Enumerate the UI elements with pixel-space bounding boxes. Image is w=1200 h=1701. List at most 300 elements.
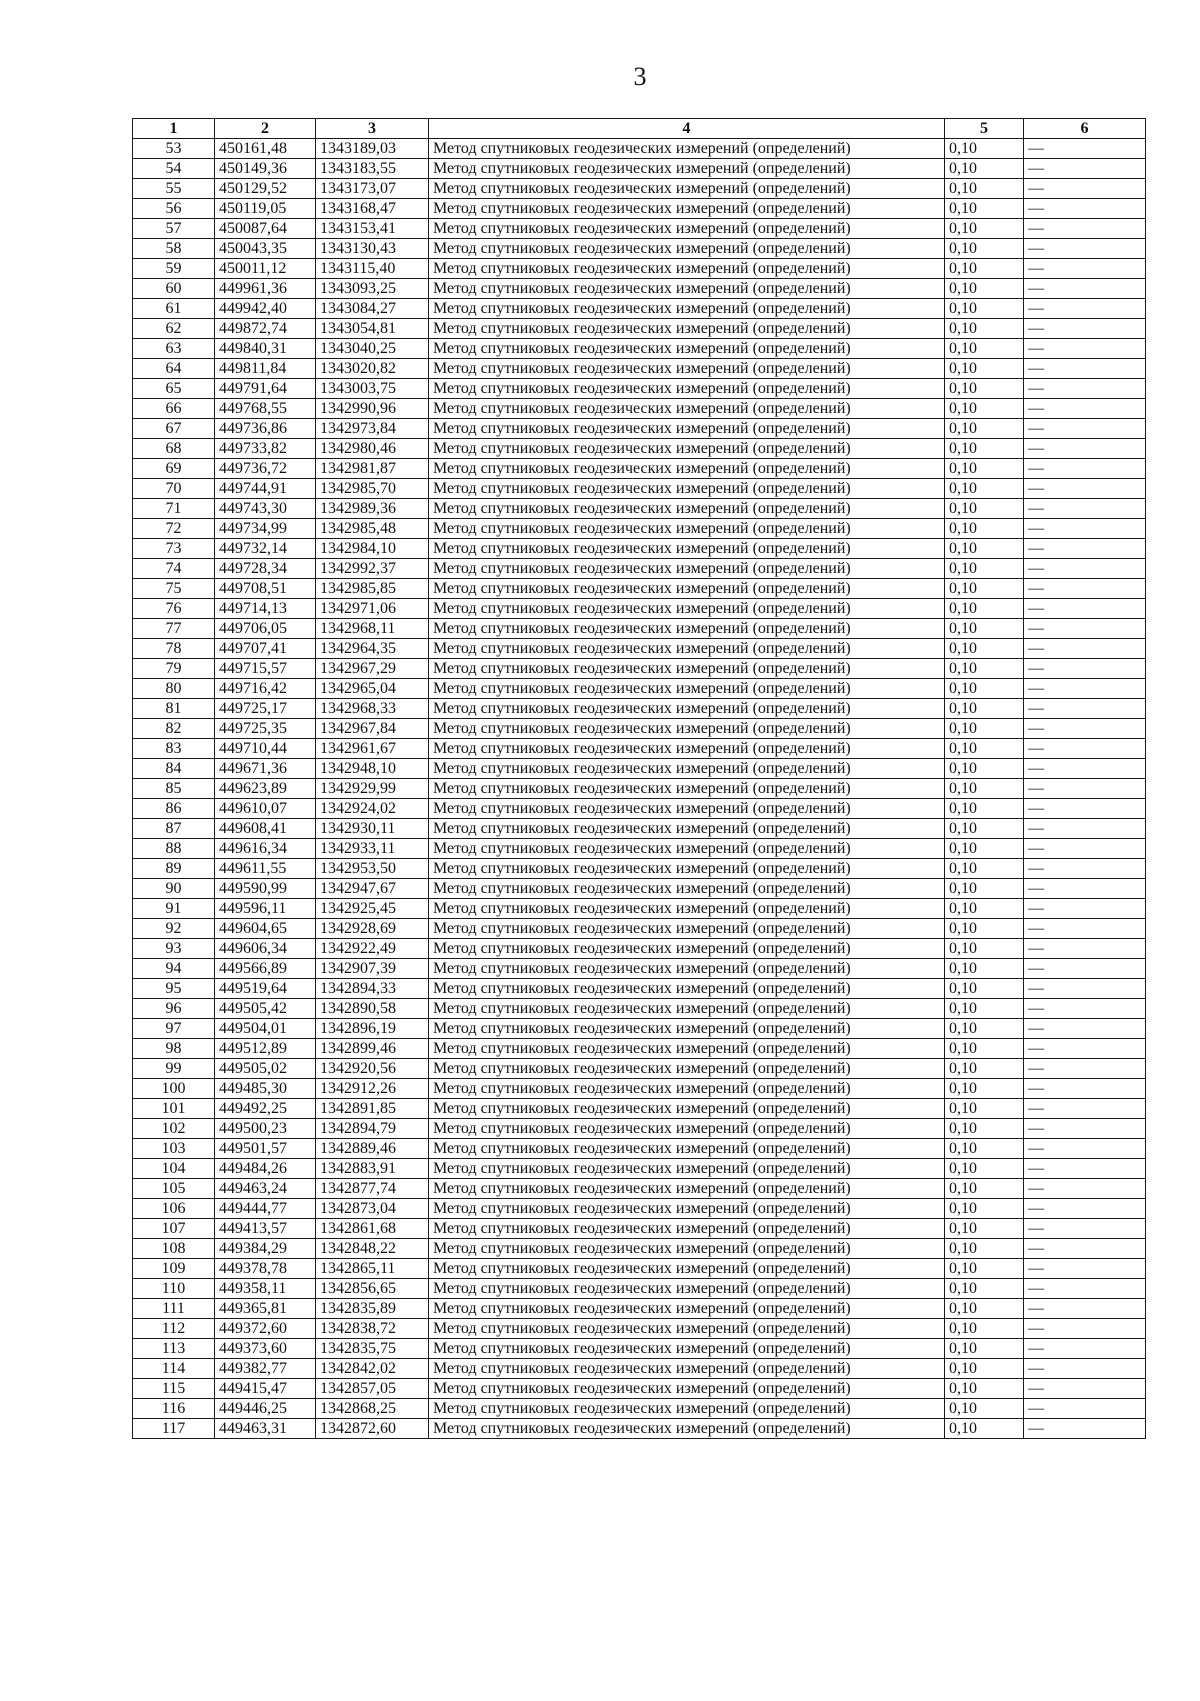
description-cell: — <box>1024 1279 1146 1299</box>
y-coordinate-cell: 1342971,06 <box>316 599 429 619</box>
method-cell: Метод спутниковых геодезических измерений (определений) <box>429 779 945 799</box>
x-coordinate-cell: 449734,99 <box>215 519 316 539</box>
coordinates-table <box>132 118 1146 1439</box>
point-number-cell: 57 <box>133 219 215 239</box>
point-number-cell: 110 <box>133 1279 215 1299</box>
table-row <box>133 1239 1146 1259</box>
method-cell: Метод спутниковых геодезических измерений (определений) <box>429 519 945 539</box>
table-row <box>133 1379 1146 1399</box>
x-coordinate-cell: 449500,23 <box>215 1119 316 1139</box>
description-cell: — <box>1024 139 1146 159</box>
table-row <box>133 939 1146 959</box>
y-coordinate-cell: 1343040,25 <box>316 339 429 359</box>
accuracy-cell: 0,10 <box>945 1119 1024 1139</box>
description-cell: — <box>1024 1079 1146 1099</box>
x-coordinate-cell: 449519,64 <box>215 979 316 999</box>
table-row <box>133 479 1146 499</box>
table-row <box>133 1259 1146 1279</box>
x-coordinate-cell: 449373,60 <box>215 1339 316 1359</box>
x-coordinate-cell: 449811,84 <box>215 359 316 379</box>
point-number-cell: 98 <box>133 1039 215 1059</box>
x-coordinate-cell: 449505,42 <box>215 999 316 1019</box>
y-coordinate-cell: 1342922,49 <box>316 939 429 959</box>
accuracy-cell: 0,10 <box>945 459 1024 479</box>
point-number-cell: 76 <box>133 599 215 619</box>
description-cell: — <box>1024 459 1146 479</box>
x-coordinate-cell: 449415,47 <box>215 1379 316 1399</box>
method-cell: Метод спутниковых геодезических измерений (определений) <box>429 279 945 299</box>
accuracy-cell: 0,10 <box>945 879 1024 899</box>
x-coordinate-cell: 449961,36 <box>215 279 316 299</box>
accuracy-cell: 0,10 <box>945 239 1024 259</box>
point-number-cell: 94 <box>133 959 215 979</box>
table-row <box>133 1179 1146 1199</box>
method-cell: Метод спутниковых геодезических измерений (определений) <box>429 659 945 679</box>
table-row <box>133 1319 1146 1339</box>
x-coordinate-cell: 449744,91 <box>215 479 316 499</box>
accuracy-cell: 0,10 <box>945 379 1024 399</box>
description-cell: — <box>1024 359 1146 379</box>
description-cell: — <box>1024 639 1146 659</box>
point-number-cell: 104 <box>133 1159 215 1179</box>
method-cell: Метод спутниковых геодезических измерений (определений) <box>429 339 945 359</box>
description-cell: — <box>1024 1319 1146 1339</box>
point-number-cell: 64 <box>133 359 215 379</box>
y-coordinate-cell: 1343153,41 <box>316 219 429 239</box>
method-cell: Метод спутниковых геодезических измерений (определений) <box>429 639 945 659</box>
point-number-cell: 53 <box>133 139 215 159</box>
x-coordinate-cell: 449942,40 <box>215 299 316 319</box>
description-cell: — <box>1024 659 1146 679</box>
x-coordinate-cell: 449358,11 <box>215 1279 316 1299</box>
accuracy-cell: 0,10 <box>945 1259 1024 1279</box>
x-coordinate-cell: 449768,55 <box>215 399 316 419</box>
y-coordinate-cell: 1343173,07 <box>316 179 429 199</box>
y-coordinate-cell: 1342857,05 <box>316 1379 429 1399</box>
accuracy-cell: 0,10 <box>945 1419 1024 1439</box>
x-coordinate-cell: 449501,57 <box>215 1139 316 1159</box>
description-cell: — <box>1024 1339 1146 1359</box>
method-cell: Метод спутниковых геодезических измерений (определений) <box>429 679 945 699</box>
description-cell: — <box>1024 779 1146 799</box>
point-number-cell: 114 <box>133 1359 215 1379</box>
method-cell: Метод спутниковых геодезических измерений (определений) <box>429 1099 945 1119</box>
accuracy-cell: 0,10 <box>945 1199 1024 1219</box>
method-cell: Метод спутниковых геодезических измерений (определений) <box>429 1019 945 1039</box>
method-cell: Метод спутниковых геодезических измерений (определений) <box>429 819 945 839</box>
x-coordinate-cell: 450161,48 <box>215 139 316 159</box>
table-row <box>133 1079 1146 1099</box>
table-row <box>133 599 1146 619</box>
point-number-cell: 60 <box>133 279 215 299</box>
method-cell: Метод спутниковых геодезических измерений (определений) <box>429 1259 945 1279</box>
table-row <box>133 619 1146 639</box>
method-cell: Метод спутниковых геодезических измерений (определений) <box>429 199 945 219</box>
table-row <box>133 459 1146 479</box>
description-cell: — <box>1024 399 1146 419</box>
point-number-cell: 112 <box>133 1319 215 1339</box>
method-cell: Метод спутниковых геодезических измерений (определений) <box>429 939 945 959</box>
table-row <box>133 279 1146 299</box>
accuracy-cell: 0,10 <box>945 799 1024 819</box>
accuracy-cell: 0,10 <box>945 1039 1024 1059</box>
method-cell: Метод спутниковых геодезических измерений (определений) <box>429 1339 945 1359</box>
description-cell: — <box>1024 1419 1146 1439</box>
table-row <box>133 1039 1146 1059</box>
y-coordinate-cell: 1342835,75 <box>316 1339 429 1359</box>
x-coordinate-cell: 449505,02 <box>215 1059 316 1079</box>
description-cell: — <box>1024 259 1146 279</box>
point-number-cell: 54 <box>133 159 215 179</box>
y-coordinate-cell: 1343020,82 <box>316 359 429 379</box>
point-number-cell: 117 <box>133 1419 215 1439</box>
method-cell: Метод спутниковых геодезических измерений (определений) <box>429 739 945 759</box>
accuracy-cell: 0,10 <box>945 1159 1024 1179</box>
table-row <box>133 419 1146 439</box>
accuracy-cell: 0,10 <box>945 1219 1024 1239</box>
table-row <box>133 359 1146 379</box>
point-number-cell: 102 <box>133 1119 215 1139</box>
column-header: 1 <box>133 119 215 139</box>
description-cell: — <box>1024 959 1146 979</box>
table-row <box>133 299 1146 319</box>
point-number-cell: 107 <box>133 1219 215 1239</box>
accuracy-cell: 0,10 <box>945 599 1024 619</box>
y-coordinate-cell: 1343093,25 <box>316 279 429 299</box>
method-cell: Метод спутниковых геодезических измерений (определений) <box>429 1299 945 1319</box>
table-row <box>133 1219 1146 1239</box>
table-row <box>133 779 1146 799</box>
point-number-cell: 87 <box>133 819 215 839</box>
accuracy-cell: 0,10 <box>945 739 1024 759</box>
y-coordinate-cell: 1342890,58 <box>316 999 429 1019</box>
accuracy-cell: 0,10 <box>945 959 1024 979</box>
table-row <box>133 159 1146 179</box>
point-number-cell: 59 <box>133 259 215 279</box>
point-number-cell: 68 <box>133 439 215 459</box>
table-row <box>133 899 1146 919</box>
description-cell: — <box>1024 199 1146 219</box>
point-number-cell: 86 <box>133 799 215 819</box>
y-coordinate-cell: 1342984,10 <box>316 539 429 559</box>
x-coordinate-cell: 449707,41 <box>215 639 316 659</box>
y-coordinate-cell: 1342929,99 <box>316 779 429 799</box>
y-coordinate-cell: 1342985,85 <box>316 579 429 599</box>
accuracy-cell: 0,10 <box>945 819 1024 839</box>
y-coordinate-cell: 1342992,37 <box>316 559 429 579</box>
point-number-cell: 82 <box>133 719 215 739</box>
table-row <box>133 259 1146 279</box>
accuracy-cell: 0,10 <box>945 539 1024 559</box>
method-cell: Метод спутниковых геодезических измерений (определений) <box>429 859 945 879</box>
y-coordinate-cell: 1342899,46 <box>316 1039 429 1059</box>
description-cell: — <box>1024 419 1146 439</box>
accuracy-cell: 0,10 <box>945 679 1024 699</box>
accuracy-cell: 0,10 <box>945 919 1024 939</box>
x-coordinate-cell: 449378,78 <box>215 1259 316 1279</box>
method-cell: Метод спутниковых геодезических измерений (определений) <box>429 399 945 419</box>
x-coordinate-cell: 449492,25 <box>215 1099 316 1119</box>
accuracy-cell: 0,10 <box>945 1359 1024 1379</box>
table-row <box>133 1339 1146 1359</box>
method-cell: Метод спутниковых геодезических измерений (определений) <box>429 1059 945 1079</box>
description-cell: — <box>1024 279 1146 299</box>
y-coordinate-cell: 1342985,70 <box>316 479 429 499</box>
x-coordinate-cell: 450119,05 <box>215 199 316 219</box>
table-row <box>133 399 1146 419</box>
description-cell: — <box>1024 299 1146 319</box>
method-cell: Метод спутниковых геодезических измерений (определений) <box>429 1179 945 1199</box>
y-coordinate-cell: 1342989,36 <box>316 499 429 519</box>
x-coordinate-cell: 449512,89 <box>215 1039 316 1059</box>
description-cell: — <box>1024 1039 1146 1059</box>
table-row <box>133 959 1146 979</box>
method-cell: Метод спутниковых геодезических измерений (определений) <box>429 799 945 819</box>
table-row <box>133 979 1146 999</box>
description-cell: — <box>1024 839 1146 859</box>
y-coordinate-cell: 1342967,84 <box>316 719 429 739</box>
accuracy-cell: 0,10 <box>945 259 1024 279</box>
point-number-cell: 111 <box>133 1299 215 1319</box>
accuracy-cell: 0,10 <box>945 1379 1024 1399</box>
point-number-cell: 56 <box>133 199 215 219</box>
accuracy-cell: 0,10 <box>945 199 1024 219</box>
x-coordinate-cell: 449716,42 <box>215 679 316 699</box>
table-row <box>133 379 1146 399</box>
accuracy-cell: 0,10 <box>945 1059 1024 1079</box>
y-coordinate-cell: 1343054,81 <box>316 319 429 339</box>
point-number-cell: 71 <box>133 499 215 519</box>
point-number-cell: 69 <box>133 459 215 479</box>
table-row <box>133 719 1146 739</box>
accuracy-cell: 0,10 <box>945 759 1024 779</box>
description-cell: — <box>1024 699 1146 719</box>
method-cell: Метод спутниковых геодезических измерений (определений) <box>429 959 945 979</box>
accuracy-cell: 0,10 <box>945 339 1024 359</box>
description-cell: — <box>1024 919 1146 939</box>
description-cell: — <box>1024 759 1146 779</box>
table-row <box>133 539 1146 559</box>
point-number-cell: 92 <box>133 919 215 939</box>
y-coordinate-cell: 1342924,02 <box>316 799 429 819</box>
x-coordinate-cell: 449743,30 <box>215 499 316 519</box>
x-coordinate-cell: 449706,05 <box>215 619 316 639</box>
description-cell: — <box>1024 999 1146 1019</box>
point-number-cell: 96 <box>133 999 215 1019</box>
y-coordinate-cell: 1342865,11 <box>316 1259 429 1279</box>
description-cell: — <box>1024 679 1146 699</box>
y-coordinate-cell: 1343168,47 <box>316 199 429 219</box>
method-cell: Метод спутниковых геодезических измерений (определений) <box>429 1159 945 1179</box>
x-coordinate-cell: 450043,35 <box>215 239 316 259</box>
point-number-cell: 61 <box>133 299 215 319</box>
x-coordinate-cell: 450149,36 <box>215 159 316 179</box>
table-row <box>133 1359 1146 1379</box>
y-coordinate-cell: 1343189,03 <box>316 139 429 159</box>
y-coordinate-cell: 1342981,87 <box>316 459 429 479</box>
description-cell: — <box>1024 239 1146 259</box>
method-cell: Метод спутниковых геодезических измерений (определений) <box>429 619 945 639</box>
table-row <box>133 499 1146 519</box>
x-coordinate-cell: 449791,64 <box>215 379 316 399</box>
point-number-cell: 84 <box>133 759 215 779</box>
method-cell: Метод спутниковых геодезических измерений (определений) <box>429 599 945 619</box>
method-cell: Метод спутниковых геодезических измерений (определений) <box>429 259 945 279</box>
x-coordinate-cell: 449708,51 <box>215 579 316 599</box>
accuracy-cell: 0,10 <box>945 419 1024 439</box>
table-row <box>133 1059 1146 1079</box>
point-number-cell: 101 <box>133 1099 215 1119</box>
description-cell: — <box>1024 219 1146 239</box>
y-coordinate-cell: 1343115,40 <box>316 259 429 279</box>
point-number-cell: 75 <box>133 579 215 599</box>
method-cell: Метод спутниковых геодезических измерений (определений) <box>429 979 945 999</box>
point-number-cell: 58 <box>133 239 215 259</box>
x-coordinate-cell: 450087,64 <box>215 219 316 239</box>
method-cell: Метод спутниковых геодезических измерений (определений) <box>429 879 945 899</box>
table-row <box>133 879 1146 899</box>
accuracy-cell: 0,10 <box>945 1079 1024 1099</box>
accuracy-cell: 0,10 <box>945 1279 1024 1299</box>
description-cell: — <box>1024 1299 1146 1319</box>
description-cell: — <box>1024 1019 1146 1039</box>
table-row <box>133 1279 1146 1299</box>
description-cell: — <box>1024 599 1146 619</box>
description-cell: — <box>1024 1379 1146 1399</box>
x-coordinate-cell: 449590,99 <box>215 879 316 899</box>
description-cell: — <box>1024 1259 1146 1279</box>
point-number-cell: 70 <box>133 479 215 499</box>
description-cell: — <box>1024 179 1146 199</box>
description-cell: — <box>1024 939 1146 959</box>
point-number-cell: 109 <box>133 1259 215 1279</box>
y-coordinate-cell: 1342877,74 <box>316 1179 429 1199</box>
description-cell: — <box>1024 1219 1146 1239</box>
method-cell: Метод спутниковых геодезических измерений (определений) <box>429 479 945 499</box>
table-row <box>133 1119 1146 1139</box>
method-cell: Метод спутниковых геодезических измерений (определений) <box>429 139 945 159</box>
point-number-cell: 105 <box>133 1179 215 1199</box>
description-cell: — <box>1024 1359 1146 1379</box>
method-cell: Метод спутниковых геодезических измерений (определений) <box>429 1419 945 1439</box>
y-coordinate-cell: 1343130,43 <box>316 239 429 259</box>
description-cell: — <box>1024 719 1146 739</box>
accuracy-cell: 0,10 <box>945 479 1024 499</box>
accuracy-cell: 0,10 <box>945 1179 1024 1199</box>
point-number-cell: 77 <box>133 619 215 639</box>
y-coordinate-cell: 1342872,60 <box>316 1419 429 1439</box>
y-coordinate-cell: 1342868,25 <box>316 1399 429 1419</box>
point-number-cell: 81 <box>133 699 215 719</box>
x-coordinate-cell: 450011,12 <box>215 259 316 279</box>
x-coordinate-cell: 449596,11 <box>215 899 316 919</box>
table-row <box>133 799 1146 819</box>
accuracy-cell: 0,10 <box>945 499 1024 519</box>
accuracy-cell: 0,10 <box>945 279 1024 299</box>
method-cell: Метод спутниковых геодезических измерений (определений) <box>429 999 945 1019</box>
method-cell: Метод спутниковых геодезических измерений (определений) <box>429 1199 945 1219</box>
table-row <box>133 139 1146 159</box>
table-row <box>133 1159 1146 1179</box>
method-cell: Метод спутниковых геодезических измерений (определений) <box>429 359 945 379</box>
description-cell: — <box>1024 539 1146 559</box>
point-number-cell: 67 <box>133 419 215 439</box>
point-number-cell: 78 <box>133 639 215 659</box>
column-header: 6 <box>1024 119 1146 139</box>
point-number-cell: 88 <box>133 839 215 859</box>
x-coordinate-cell: 449715,57 <box>215 659 316 679</box>
point-number-cell: 83 <box>133 739 215 759</box>
method-cell: Метод спутниковых геодезических измерений (определений) <box>429 1379 945 1399</box>
description-cell: — <box>1024 619 1146 639</box>
y-coordinate-cell: 1342968,11 <box>316 619 429 639</box>
method-cell: Метод спутниковых геодезических измерений (определений) <box>429 1239 945 1259</box>
table-row <box>133 179 1146 199</box>
table-row <box>133 319 1146 339</box>
x-coordinate-cell: 449566,89 <box>215 959 316 979</box>
x-coordinate-cell: 449616,34 <box>215 839 316 859</box>
y-coordinate-cell: 1342835,89 <box>316 1299 429 1319</box>
x-coordinate-cell: 449444,77 <box>215 1199 316 1219</box>
accuracy-cell: 0,10 <box>945 319 1024 339</box>
x-coordinate-cell: 449446,25 <box>215 1399 316 1419</box>
y-coordinate-cell: 1342925,45 <box>316 899 429 919</box>
accuracy-cell: 0,10 <box>945 399 1024 419</box>
description-cell: — <box>1024 379 1146 399</box>
y-coordinate-cell: 1342873,04 <box>316 1199 429 1219</box>
table-row <box>133 439 1146 459</box>
y-coordinate-cell: 1342948,10 <box>316 759 429 779</box>
description-cell: — <box>1024 879 1146 899</box>
description-cell: — <box>1024 1179 1146 1199</box>
table-row <box>133 699 1146 719</box>
description-cell: — <box>1024 739 1146 759</box>
table-row <box>133 759 1146 779</box>
description-cell: — <box>1024 859 1146 879</box>
table-row <box>133 679 1146 699</box>
method-cell: Метод спутниковых геодезических измерений (определений) <box>429 499 945 519</box>
point-number-cell: 80 <box>133 679 215 699</box>
table-row <box>133 339 1146 359</box>
method-cell: Метод спутниковых геодезических измерений (определений) <box>429 1219 945 1239</box>
y-coordinate-cell: 1343084,27 <box>316 299 429 319</box>
description-cell: — <box>1024 899 1146 919</box>
y-coordinate-cell: 1342985,48 <box>316 519 429 539</box>
y-coordinate-cell: 1342930,11 <box>316 819 429 839</box>
table-row <box>133 519 1146 539</box>
description-cell: — <box>1024 1239 1146 1259</box>
y-coordinate-cell: 1342848,22 <box>316 1239 429 1259</box>
accuracy-cell: 0,10 <box>945 299 1024 319</box>
accuracy-cell: 0,10 <box>945 159 1024 179</box>
method-cell: Метод спутниковых геодезических измерений (определений) <box>429 439 945 459</box>
table-row <box>133 1199 1146 1219</box>
description-cell: — <box>1024 519 1146 539</box>
accuracy-cell: 0,10 <box>945 219 1024 239</box>
x-coordinate-cell: 449840,31 <box>215 339 316 359</box>
x-coordinate-cell: 449710,44 <box>215 739 316 759</box>
y-coordinate-cell: 1342947,67 <box>316 879 429 899</box>
accuracy-cell: 0,10 <box>945 559 1024 579</box>
accuracy-cell: 0,10 <box>945 139 1024 159</box>
method-cell: Метод спутниковых геодезических измерений (определений) <box>429 459 945 479</box>
accuracy-cell: 0,10 <box>945 999 1024 1019</box>
x-coordinate-cell: 449382,77 <box>215 1359 316 1379</box>
y-coordinate-cell: 1342889,46 <box>316 1139 429 1159</box>
y-coordinate-cell: 1342856,65 <box>316 1279 429 1299</box>
y-coordinate-cell: 1342965,04 <box>316 679 429 699</box>
point-number-cell: 115 <box>133 1379 215 1399</box>
